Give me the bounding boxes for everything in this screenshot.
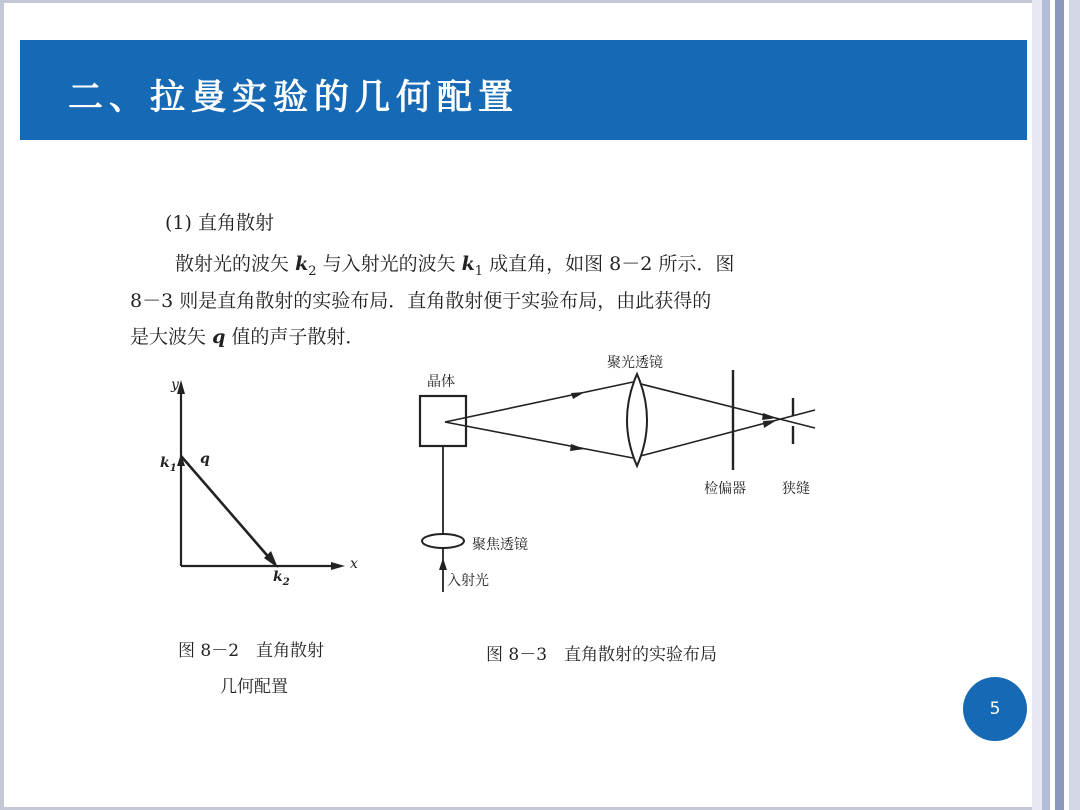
page-number-badge: 5 (963, 677, 1027, 741)
line1-text-c: 成直角，如图 8－2 所示．图 (489, 253, 735, 275)
upper-beam-after-lens (633, 382, 815, 428)
lower-beam-arrow-2 (763, 420, 777, 428)
paragraph-line-3 (130, 322, 364, 349)
collecting-lens-label: 聚光透镜 (607, 355, 663, 371)
upper-beam-arrow-1 (571, 392, 585, 399)
slide-title: 二、拉曼实验的几何配置 (68, 78, 520, 118)
decor-stripe-1 (1032, 0, 1042, 810)
lower-beam-after-lens (633, 410, 815, 458)
fig82-k2-letter: k (273, 569, 283, 585)
crystal-box (420, 396, 466, 446)
focusing-lens-label: 聚焦透镜 (472, 537, 528, 553)
section-heading: (1) 直角散射 (165, 212, 274, 234)
crystal-label: 晶体 (427, 374, 455, 390)
line1-symbol-k2: k (295, 253, 309, 275)
line1-text-b: 与入射光的波矢 (322, 253, 456, 275)
slit-label: 狭缝 (782, 481, 810, 497)
fig82-y-label: y (171, 377, 179, 393)
fig83-caption: 图 8－3 直角散射的实验布局 (486, 645, 718, 665)
decor-stripe-2 (1042, 0, 1050, 810)
paragraph-line-2: 8－3 则是直角散射的实验布局．直角散射便于实验布局，由此获得的 (130, 290, 712, 312)
fig82-k1-letter: k (160, 455, 170, 471)
analyzer-label: 检偏器 (704, 481, 746, 497)
decor-stripe-6 (1069, 0, 1080, 810)
incident-light-label: 入射光 (447, 573, 489, 589)
incident-beam-arrowhead (439, 558, 447, 570)
fig82-k1-label (160, 455, 177, 474)
line1-symbol-k2-sub: 2 (308, 263, 317, 279)
q-vector-line (181, 456, 272, 561)
fig82-q-label: q (200, 451, 210, 467)
upper-beam-arrow-2 (762, 413, 777, 420)
paragraph-line-1 (175, 249, 734, 279)
fig82-k1-sub: 1 (169, 462, 177, 474)
lower-beam-to-lens (445, 422, 633, 458)
fig82-x-label: x (350, 556, 358, 572)
figure-8-2 (150, 370, 380, 600)
figure-8-3 (405, 360, 835, 605)
line1-symbol-k1: k (461, 253, 475, 275)
line3-text-a: 是大波矢 (130, 326, 207, 348)
lower-beam-arrow-1 (570, 444, 585, 451)
fig82-caption-line2: 几何配置 (220, 677, 288, 697)
fig82-k2-sub: 2 (282, 576, 290, 588)
focusing-lens (422, 534, 464, 548)
line3-text-b: 值的声子散射． (231, 326, 365, 348)
decor-stripe-4 (1055, 0, 1064, 810)
fig82-caption-line1: 图 8－2 直角散射 (178, 641, 325, 661)
collecting-lens (627, 374, 647, 466)
line3-symbol-q: q (212, 326, 226, 348)
fig82-k2-label (273, 569, 290, 588)
upper-beam-to-lens (445, 382, 633, 422)
line1-text-a: 散射光的波矢 (175, 253, 290, 275)
x-axis-arrowhead (331, 562, 345, 570)
line1-symbol-k1-sub: 1 (474, 263, 484, 279)
